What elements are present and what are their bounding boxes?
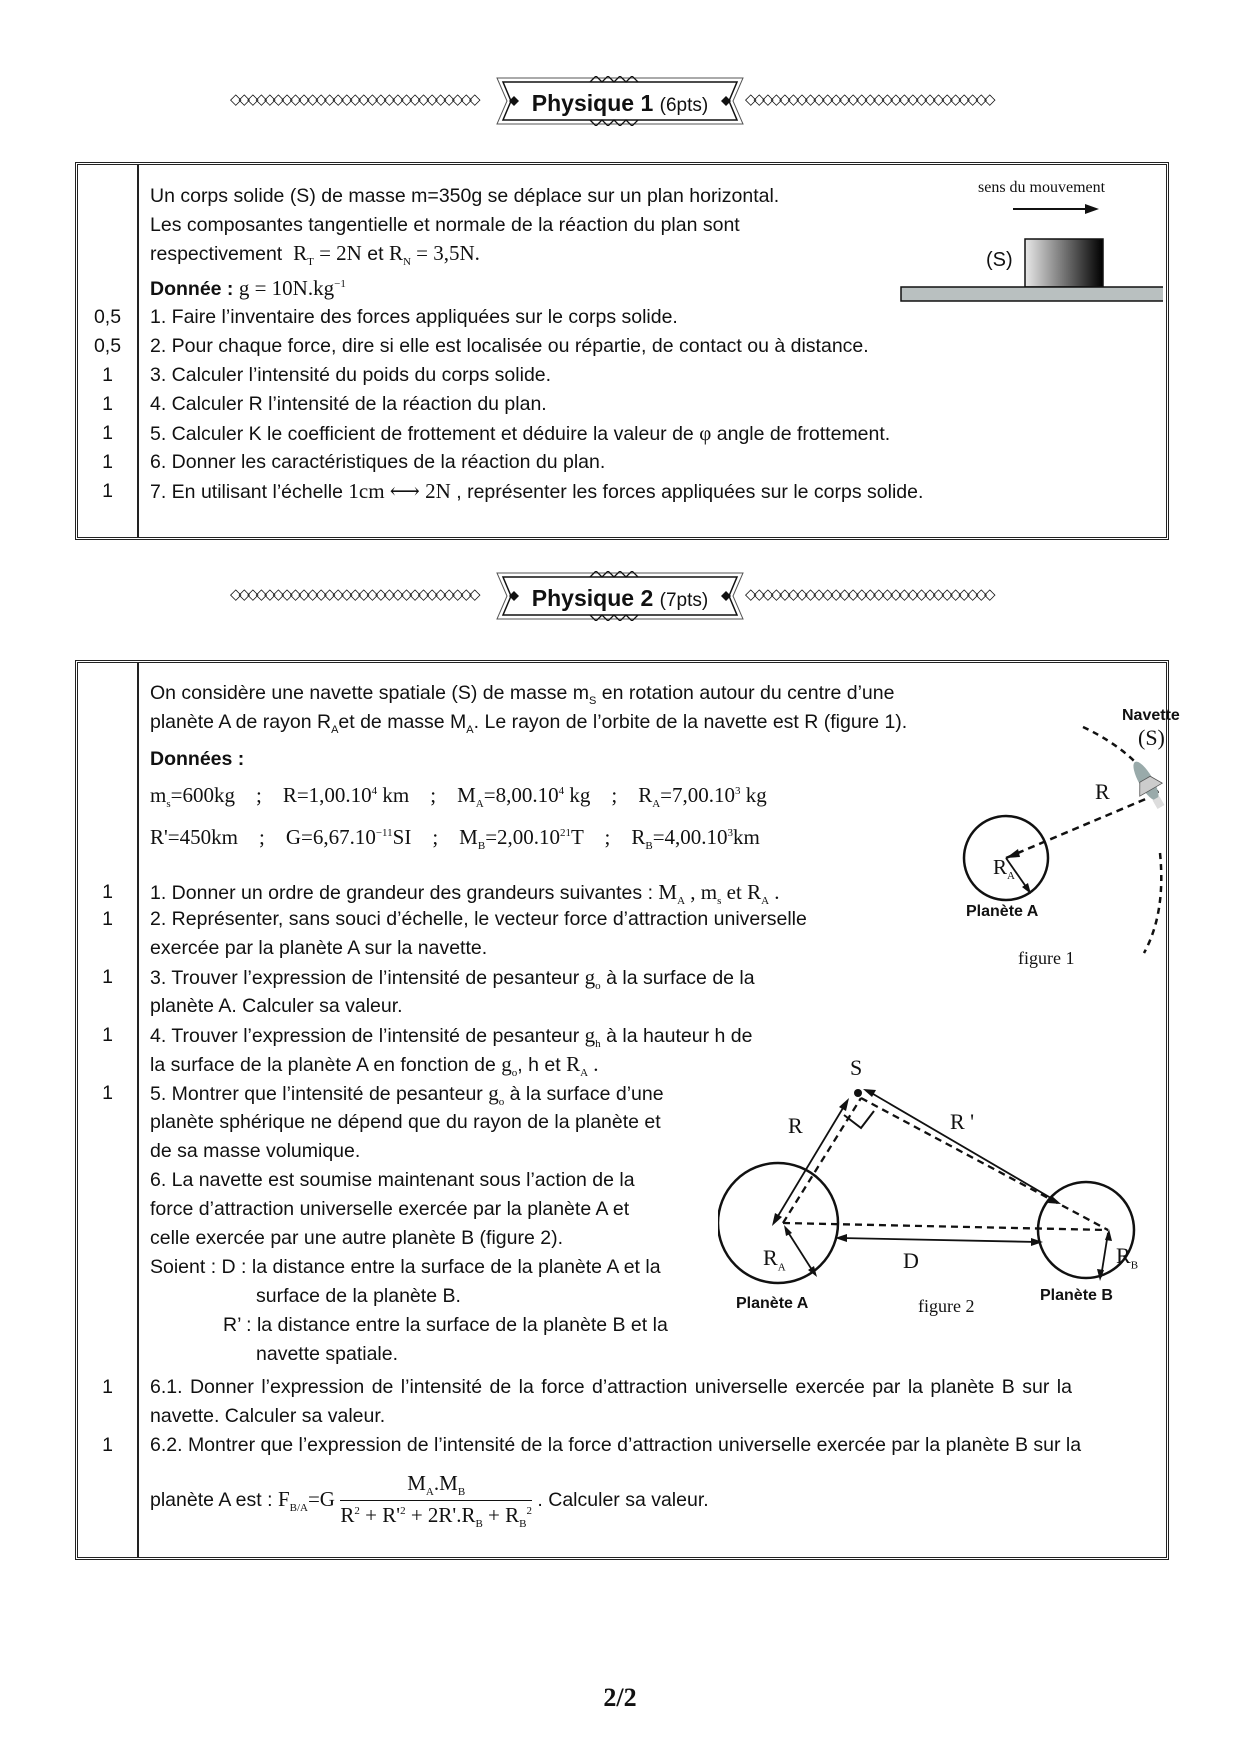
g0-symbol: $g_o$ [501, 1052, 518, 1080]
scale-value: 1cm ⟷ 2N [348, 479, 451, 503]
question-points: 1 [102, 881, 113, 903]
intro-text: et [367, 243, 384, 265]
donnee-label: Donnée : [150, 278, 234, 300]
question-text: 6. La navette est soumise maintenant sous l’action de la [150, 1169, 635, 1191]
donnee-ms: $m_s=600kg$ [150, 783, 235, 811]
fig2-r-label: R [788, 1113, 803, 1138]
donnee-rb: $R_B=4,00.10^3km$ [631, 825, 760, 853]
question-formula-line: planète A est : $F_{B/A}=G$ $\frac{M_A.M_B}{R^2 + R'^2 + 2R'.R_B + R_B^2}$ . Calculer sa valeur. [150, 1471, 709, 1531]
horizontal-plane [901, 287, 1163, 301]
donnees-label: Données : [150, 748, 245, 770]
question-text: 5. Calculer K le coefficient de frottement et déduire la valeur de φ angle de frottement. [150, 421, 891, 445]
navette-label: Navette [1122, 707, 1180, 724]
points-column-divider [137, 165, 139, 537]
exercise1-donnee [150, 272, 346, 301]
question-points: 0,5 [93, 306, 122, 328]
question-text: Soient : D : la distance entre la surface de la planète A et la [150, 1256, 661, 1278]
question-points: 1 [102, 451, 113, 473]
donnee-value: $g = 10N.kg^{-1}$ [238, 276, 346, 300]
planet-a-label: Planète A [966, 903, 1039, 920]
question-points: 1 [102, 1024, 113, 1046]
fig2-rb-label: $R_B$ [1116, 1243, 1139, 1272]
exercise2-points: (7pts) [659, 590, 709, 611]
question-text: 6.2. Montrer que l’expression de l’intensité de la force d’attraction universelle exercée par la planète B sur la [150, 1434, 1082, 1456]
page-number: 2/2 [603, 1683, 637, 1712]
donnee-ra: $R_A=7,00.10^3$ kg [638, 783, 767, 811]
fig2-rprime-label: R ' [950, 1109, 975, 1134]
decorative-diamond-chain: ◇◇◇◇◇◇◇◇◇◇◇◇◇◇◇◇◇◇◇◇◇◇◇◇◇◇◇◇◇ [745, 92, 993, 108]
formula-numerator: $M_A.M_B$ [340, 1471, 532, 1501]
donnees-row: R'=450km ; $G=6,67.10^{-11}SI$ ; $M_B=2,00.10^{21}T$ ; $R_B=4,00.10^3km$ [150, 825, 760, 853]
figure1-caption: figure 1 [1018, 948, 1075, 968]
exercise2-box [75, 660, 1180, 1560]
question-text: navette spatiale. [256, 1343, 399, 1365]
planet-a-label: Planète A [736, 1295, 809, 1312]
two-planet-diagram [718, 1053, 1158, 1323]
figure2-caption: figure 2 [918, 1296, 975, 1316]
exercise1-points: (6pts) [659, 95, 709, 116]
fig2-ra-label: $R_A$ [763, 1245, 786, 1274]
question-text: 3. Calculer l’intensité du poids du corps solide. [150, 364, 552, 386]
question-points: 1 [102, 908, 113, 930]
question-text: planète sphérique ne dépend que du rayon de la planète et [150, 1111, 661, 1133]
question-text: 1. Faire l’inventaire des forces appliquées sur le corps solide. [150, 306, 678, 328]
exercise2-title: Physique 2 [531, 585, 654, 611]
decorative-diamond-chain: ◇◇◇◇◇◇◇◇◇◇◇◇◇◇◇◇◇◇◇◇◇◇◇◇◇◇◇◇◇ [230, 92, 478, 108]
question-text: exercée par la planète A sur la navette. [150, 937, 488, 959]
donnee-r: $R=1,00.10^4$ km [282, 783, 410, 807]
question-text: la surface de la planète A en fonction de $g_o$, h et $R_A$ . [150, 1052, 599, 1080]
question-text: 6. Donner les caractéristiques de la réaction du plan. [150, 451, 606, 473]
question-points: 1 [102, 966, 113, 988]
question-points: 1 [102, 422, 113, 444]
exercise2-intro-line: planète A de rayon $R_Aet$ de masse $M_A$. Le rayon de l’orbite de la navette est R (figure 1). [150, 711, 908, 736]
question-text: surface de la planète B. [256, 1285, 461, 1307]
rt-symbol: $R_T = 2N$ [293, 241, 362, 269]
exercise1-intro-line [150, 241, 480, 274]
figure2 [718, 1053, 1158, 1323]
fig2-d-label: D [903, 1248, 919, 1273]
donnee-g: $G=6,67.10^{-11}SI$ [285, 825, 412, 849]
question-text: 6.1. Donner l’expression de l’intensité de la force d’attraction universelle exercée par la planète B sur la [150, 1376, 1072, 1398]
question-text: 4. Calculer R l’intensité de la réaction du plan. [150, 393, 547, 415]
exercise1-title: Physique 1 [531, 90, 654, 116]
formula-lhs: $F_{B/A}=G$ [277, 1487, 335, 1515]
question-text: 2. Pour chaque force, dire si elle est localisée ou répartie, de contact ou à distance. [150, 335, 869, 357]
question-points: 0,5 [93, 335, 122, 357]
arrow-right-icon [823, 165, 1163, 305]
figure1 [898, 703, 1180, 993]
intro-text: respectivement [150, 243, 283, 265]
question-points: 1 [102, 364, 113, 386]
question-text: navette. Calculer sa valeur. [150, 1405, 386, 1427]
exercise1-intro-line: Les composantes tangentielle et normale de la réaction du plan sont [150, 214, 740, 236]
question-text: 2. Représenter, sans souci d’échelle, le vecteur force d’attraction universelle [150, 908, 807, 930]
donnee-rprime: R'=450km [150, 825, 238, 849]
exercise2-banner [230, 565, 1010, 627]
question-text: R’ : la distance entre la surface de la planète B et la [223, 1314, 668, 1336]
question-text: planète A. Calculer sa valeur. [150, 995, 403, 1017]
phi-symbol: φ [699, 421, 712, 445]
direction-label: sens du mouvement [978, 179, 1106, 196]
formula-denominator: $R^2 + R'^2 + 2R'.R_B + R_B^2$ [340, 1503, 532, 1531]
question-text: 3. Trouver l’expression de l’intensité de pesanteur $g_o$ à la surface de la [150, 965, 755, 993]
exercise1-banner [230, 70, 1010, 132]
donnees-row: $m_s=600kg$ ; $R=1,00.10^4$ km ; $M_A=8,00.10^4$ kg ; $R_A=7,00.10^3$ kg [150, 783, 767, 811]
q1-math: $M_A$ , $m_s$ et $R_A$ . [658, 880, 780, 908]
shuttle-s-label: (S) [1138, 725, 1165, 750]
rn-symbol: $R_N = 3,5N$. [388, 241, 480, 269]
question-text: celle exercée par une autre planète B (figure 2). [150, 1227, 563, 1249]
question-text: 5. Montrer que l’intensité de pesanteur $g_o$ à la surface d’une [150, 1081, 664, 1109]
question-text: 1. Donner un ordre de grandeur des grandeurs suivantes : $M_A$ , $m_s$ et $R_A$ . [150, 880, 780, 908]
gh-symbol: $g_h$ [584, 1023, 601, 1051]
exercise1-intro-line: Un corps solide (S) de masse m=350g se déplace sur un plan horizontal. [150, 185, 780, 207]
question-text: force d’attraction universelle exercée par la planète A et [150, 1198, 630, 1220]
formula-fraction [340, 1471, 532, 1530]
decorative-diamond-chain: ◇◇◇◇◇◇◇◇◇◇◇◇◇◇◇◇◇◇◇◇◇◇◇◇◇◇◇◇◇ [745, 587, 993, 603]
fig2-s-label: S [850, 1055, 863, 1080]
g0-symbol: $g_o$ [584, 965, 601, 993]
exercise1-box [75, 162, 1169, 540]
question-points: 1 [102, 480, 113, 502]
planet-radius-label: $R_A$ [993, 855, 1015, 883]
exercise1-figure [823, 165, 1163, 305]
donnee-mb: $M_B=2,00.10^{21}T$ [459, 825, 584, 853]
question-text: 7. En utilisant l’échelle 1cm ⟷ 2N , représenter les forces appliquées sur le corps solide. [150, 479, 924, 503]
shuttle-point [854, 1089, 862, 1097]
exercise2-intro-line: On considère une navette spatiale (S) de masse $m_S$ en rotation autour du centre d’une [150, 682, 895, 707]
points-column-divider [137, 663, 139, 1557]
question-points: 1 [102, 1434, 113, 1456]
donnee-ma: $M_A=8,00.10^4$ kg [457, 783, 591, 811]
question-text: 4. Trouver l’expression de l’intensité de pesanteur $g_h$ à la hauteur h de [150, 1023, 753, 1051]
body-label: (S) [986, 249, 1013, 271]
ra-symbol: $R_A$ . [566, 1052, 599, 1080]
question-points: 1 [102, 1376, 113, 1398]
g0-symbol: $g_o$ [488, 1081, 505, 1109]
planet-b-label: Planète B [1040, 1287, 1113, 1304]
question-points: 1 [102, 393, 113, 415]
decorative-diamond-chain: ◇◇◇◇◇◇◇◇◇◇◇◇◇◇◇◇◇◇◇◇◇◇◇◇◇◇◇◇◇ [230, 587, 478, 603]
question-points: 1 [102, 1082, 113, 1104]
orbit-radius-label: R [1095, 779, 1110, 804]
question-text: de sa masse volumique. [150, 1140, 361, 1162]
solid-block [1025, 239, 1103, 287]
